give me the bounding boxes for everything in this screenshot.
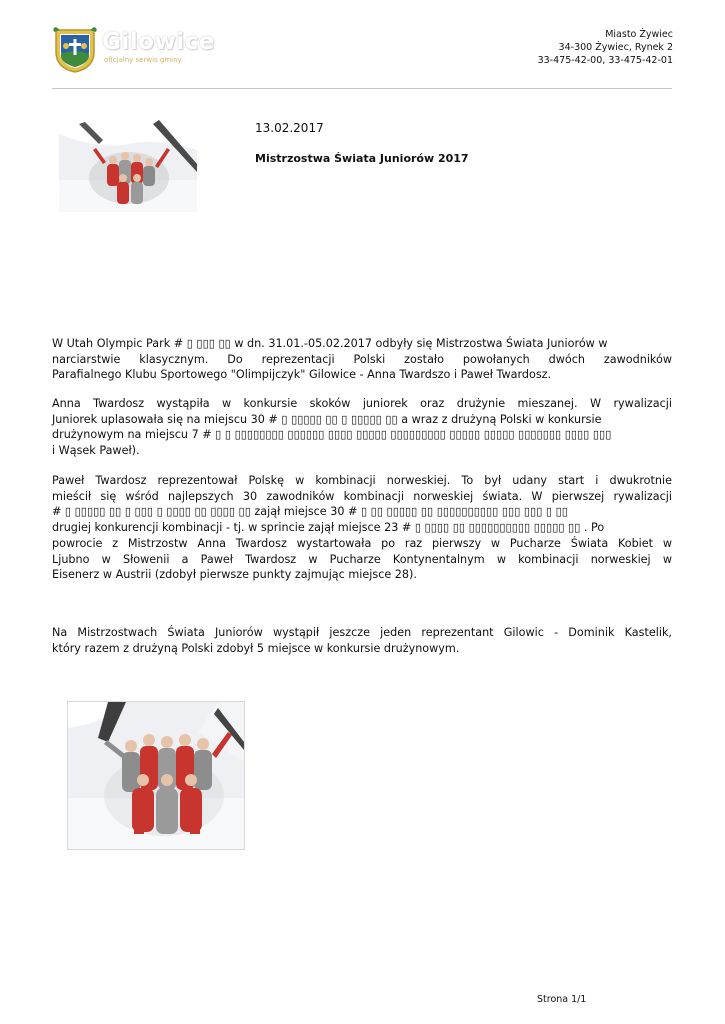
article-team-photo [67, 701, 245, 850]
paragraph-line: Anna Twardosz wystąpiła w konkursie skoków juniorek oraz drużynie mieszanej. W rywalizacji [52, 397, 672, 410]
paragraph-line: mieścił się wśród najlepszych 30 zawodników kombinacji norweskiej świata. W pierwszej rywalizacji [52, 489, 672, 503]
paragraph-line: i Wąsek Paweł). [52, 444, 140, 458]
paragraph-line: Parafialnego Klubu Sportowego "Olimpijczyk" Gilowice - Anna Twardszo i Paweł Twardosz. [52, 368, 552, 382]
paragraph-line: # ▯ ▯▯▯▯▯ ▯▯ ▯ ▯▯▯ ▯ ▯▯▯▯ ▯▯ ▯▯▯▯ ▯▯ zajął miejsce 30 # ▯ ▯▯ ▯▯▯▯▯ ▯▯ ▯▯▯▯▯▯▯▯▯▯ ▯▯▯ ▯▯▯ ▯ ▯▯ [52, 505, 568, 519]
paragraph-line: Eisenerz w Austrii (zdobył pierwsze punkty zajmując miejsce 28). [52, 568, 417, 582]
paragraph-line: który razem z drużyną Polski zdobył 5 miejsce w konkursie drużynowym. [52, 641, 460, 655]
municipality-crest-icon [52, 26, 98, 74]
site-logo-tagline: oficjalny serwis gminy [104, 56, 182, 64]
article-paragraph-1 [52, 336, 672, 383]
header-divider [52, 88, 672, 89]
paragraph-line: narciarstwie klasycznym. Do reprezentacji Polski zostało powołanych dwóch zawodników [52, 352, 672, 366]
article-paragraph-4 [52, 625, 672, 656]
paragraph-line: Paweł Twardosz reprezentował Polskę w kombinacji norweskiej. To był udany start i dwukrotnie [52, 474, 672, 487]
paragraph-line: drużynowym na miejscu 7 # ▯ ▯ ▯▯▯▯▯▯▯▯ ▯▯▯▯▯▯ ▯▯▯▯ ▯▯▯▯▯ ▯▯▯▯▯▯▯▯▯ ▯▯▯▯▯ ▯▯▯▯▯ ▯▯▯▯▯▯▯ ▯▯▯▯ ▯▯▯ [52, 428, 612, 442]
page-number: Strona 1/1 [537, 994, 587, 1005]
article-title: Mistrzostwa Świata Juniorów 2017 [255, 152, 469, 165]
contact-block [538, 28, 673, 67]
contact-city: Miasto Żywiec [605, 29, 673, 40]
paragraph-line: Na Mistrzostwach Świata Juniorów wystąpił jeszcze jeden reprezentant Gilowic - Dominik Kastelik, [52, 626, 672, 639]
paragraph-line: powrocie z Mistrzostw Anna Twardosz wystartowała po raz pierwszy w Pucharze Świata Kobiet w [52, 536, 672, 550]
paragraph-line: Ljubno w Słowenii a Paweł Twardosz w Pucharze Kontynentalnym w kombinacji norweskiej w [52, 552, 672, 566]
article-date: 13.02.2017 [255, 121, 324, 135]
paragraph-line: Juniorek uplasowała się na miejscu 30 # ▯ ▯▯▯▯▯ ▯▯ ▯ ▯▯▯▯▯ ▯▯ a wraz z drużyną Polski w konkursie [52, 412, 602, 426]
paragraph-line: W Utah Olympic Park # ▯ ▯▯▯ ▯▯ w dn. 31.01.-05.02.2017 odbyły się Mistrzostwa Świata Juniorów w [52, 337, 608, 350]
contact-address: 34-300 Żywiec, Rynek 2 [558, 42, 673, 53]
article-paragraph-3 [52, 473, 672, 583]
paragraph-line: drugiej konkurencji kombinacji - tj. w sprincie zajął miejsce 23 # ▯ ▯▯▯▯ ▯▯ ▯▯▯▯▯▯▯▯▯▯ ▯▯▯▯▯ ▯▯ . Po [52, 521, 605, 535]
article-paragraph-2 [52, 396, 672, 459]
article-thumbnail-photo [59, 120, 197, 212]
site-logo-wordmark: Gilowice [102, 29, 215, 55]
contact-phones: 33-475-42-00, 33-475-42-01 [537, 55, 673, 66]
